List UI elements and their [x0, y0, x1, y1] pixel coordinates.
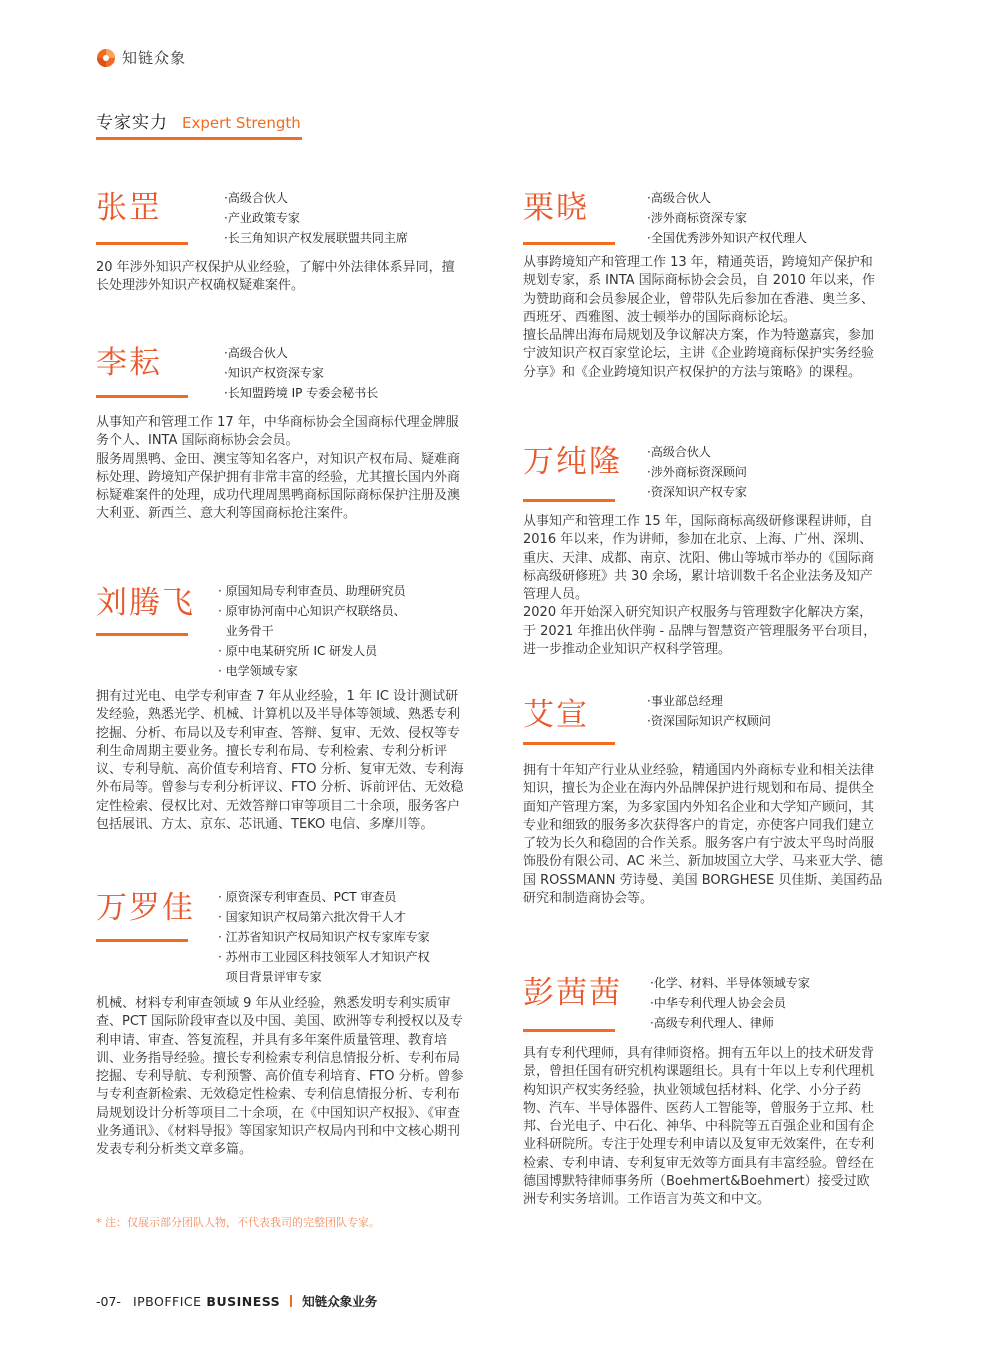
- expert-description: [96, 995, 464, 1160]
- expert-tags: [224, 343, 378, 403]
- expert-card: [96, 585, 466, 860]
- footer-brand-prefix: IPBOFFICE: [132, 1293, 202, 1309]
- title-divider: [96, 137, 302, 140]
- expert-tag: ·高级合伙人: [224, 191, 288, 205]
- expert-tag: ·涉外商标资深专家: [647, 211, 747, 225]
- expert-description: [96, 688, 464, 834]
- logo-icon: [96, 48, 116, 68]
- expert-tag: 业务骨干: [218, 624, 274, 638]
- expert-name: 张罡: [96, 190, 162, 226]
- expert-paragraph: 从事知产和管理工作 17 年，中华商标协会全国商标代理金牌服务个人、INTA 国际商标协会会员。: [96, 415, 459, 449]
- name-divider: [96, 633, 188, 636]
- expert-tag: · 原资深专利审查员、PCT 审查员: [218, 890, 397, 904]
- expert-tag: ·事业部总经理: [647, 694, 723, 708]
- expert-tag: ·化学、材料、半导体领域专家: [650, 976, 810, 990]
- name-divider: [523, 242, 615, 245]
- expert-paragraph: 拥有十年知产行业从业经验，精通国内外商标专业和相关法律知识，擅长为企业在海内外品牌保护进行规划和布局、提供全面知产管理方案，为多家国内外知名企业和大学知产顾问，其专业和细致的服务多次获得客户的肯定，亦使客户同我们建立了较为长久和稳固的合作关系。服务客户有宁波太平鸟时尚服饰股份有限公司、AC 米兰、新加坡国立大学、马来亚大学、德国 ROSSMANN 劳诗曼、美国 BORGHESE 贝佳斯、美国药品研究和制造商协会等。: [523, 763, 883, 907]
- footer-brand-bold: BUSINESS: [201, 1293, 281, 1309]
- expert-paragraph: 擅长品牌出海布局规划及争议解决方案，作为特邀嘉宾，参加宁波知识产权百家堂论坛，主讲《企业跨境商标保护实务经验分享》和《企业跨境知识产权保护的方法与策略》的课程。: [523, 328, 875, 380]
- expert-description: [523, 1045, 878, 1210]
- expert-tags: [224, 188, 408, 248]
- expert-description: [96, 259, 461, 296]
- expert-tags: [647, 188, 807, 248]
- expert-paragraph: 具有专利代理师，具有律师资格。拥有五年以上的技术研发背景，曾担任国有研究机构课题组长。具有十年以上专利代理机构知识产权实务经验，执业领域包括材料、化学、小分子药物、汽车、半导体器件、医药人工智能等，曾服务于立邦、杜邦、台光电子、中石化、神华、中科院等五百强企业和国有企业科研院所。专注于处理专利申请以及复审无效案件，在专利检索、专利申请、专利复审无效等方面具有丰富经验。曾经在德国博默特律师事务所（Boehmert&Boehmert）接受过欧洲专利实务培训。工作语言为英文和中文。: [523, 1046, 875, 1208]
- section-title-en: Expert Strength: [182, 114, 301, 132]
- name-divider: [523, 499, 615, 502]
- expert-tag: · 电学领域专家: [218, 664, 298, 678]
- expert-tag: ·涉外商标资深顾问: [647, 465, 747, 479]
- expert-tag: 项目背景评审专家: [218, 970, 322, 984]
- expert-card: [96, 190, 466, 310]
- expert-tag: ·知识产权资深专家: [224, 366, 324, 380]
- page-number: -07-: [96, 1293, 121, 1309]
- expert-card: [523, 694, 893, 932]
- expert-name: 万纯隆: [523, 444, 622, 480]
- expert-card: [523, 975, 893, 1235]
- expert-description: [96, 414, 464, 524]
- expert-tag: ·高级专利代理人、律师: [650, 1016, 774, 1030]
- expert-paragraph: 服务周黑鸭、金田、澳宝等知名客户，对知识产权布局、疑难商标处理、跨境知产保护拥有非常丰富的经验，尤其擅长国内外商标疑难案件的处理，成功代理周黑鸭商标国际商标保护注册及澳大利亚、新西兰、意大利等国商标抢注案件。: [96, 451, 461, 522]
- expert-card: [96, 345, 466, 555]
- name-divider: [96, 242, 188, 245]
- expert-description: [523, 513, 883, 659]
- name-divider: [523, 1029, 615, 1032]
- expert-description: [523, 254, 878, 382]
- expert-card: [523, 444, 893, 664]
- expert-tag: ·长知盟跨境 IP 专委会秘书长: [224, 386, 379, 400]
- expert-tag: ·长三角知识产权发展联盟共同主席: [224, 231, 408, 245]
- expert-tag: · 苏州市工业园区科技领军人才知识产权: [218, 950, 430, 964]
- expert-paragraph: 机械、材料专利审查领域 9 年从业经验，熟悉发明专利实质审查、PCT 国际阶段审查以及中国、美国、欧洲等专利授权以及专利申请、审查、答复流程，并具有多年案件质量管理、教育培训、业务指导经验。擅长专利检索专利信息情报分析、专利布局挖掘、专利导航、专利预警、高价值专利培育、FTO 分析。曾参与专利查新检索、无效稳定性检索、专利信息情报分析、专利布局规划设计分析等项目二十余项，在《中国知识产权报》、《审查业务通讯》、《材料导报》等国家知识产权局内刊和中文核心期刊发表专利分析类文章多篇。: [96, 996, 464, 1158]
- expert-tag: ·中华专利代理人协会会员: [650, 996, 786, 1010]
- expert-tag: · 原国知局专利审查员、助理研究员: [218, 584, 406, 598]
- footer-divider: [290, 1295, 292, 1307]
- expert-paragraph: 2020 年开始深入研究知识产权服务与管理数字化解决方案，于 2021 年推出伙伴驹 - 品牌与智慧资产管理服务平台项目，进一步推动企业知识产权科学管理。: [523, 605, 877, 658]
- expert-paragraph: 20 年涉外知识产权保护从业经验，了解中外法律体系异同，擅长处理涉外知识产权确权疑难案件。: [96, 260, 455, 294]
- section-title-cn: 专家实力: [96, 113, 168, 133]
- expert-tag: ·产业政策专家: [224, 211, 300, 225]
- expert-name: 万罗佳: [96, 890, 195, 926]
- expert-card: [523, 190, 893, 430]
- expert-name: 刘腾飞: [96, 585, 195, 621]
- expert-tag: ·高级合伙人: [224, 346, 288, 360]
- expert-tag: · 原中电某研究所 IC 研发人员: [218, 644, 378, 658]
- expert-tag: ·高级合伙人: [647, 191, 711, 205]
- footnote: * 注：仅展示部分团队人物，不代表我司的完整团队专家。: [96, 1216, 380, 1229]
- logo-text: 知链众象: [122, 49, 187, 67]
- expert-tag: ·资深国际知识产权顾问: [647, 714, 771, 728]
- expert-paragraph: 从事跨境知产和管理工作 13 年，精通英语，跨境知产保护和规划专家，系 INTA 国际商标协会会员，自 2010 年以来，作为赞助商和会员参展企业，曾带队先后参加在香港、奥兰多、西班牙、西雅图、波士顿举办的国际商标论坛。: [523, 255, 875, 325]
- expert-tag: · 国家知识产权局第六批次骨干人才: [218, 910, 406, 924]
- expert-tag: · 原审协河南中心知识产权联络员、: [218, 604, 406, 618]
- brand-logo: [96, 47, 186, 68]
- expert-description: [523, 762, 883, 908]
- expert-tag: ·全国优秀涉外知识产权代理人: [647, 231, 807, 245]
- expert-card: [96, 890, 466, 1190]
- section-title: [96, 108, 301, 133]
- expert-paragraph: 拥有过光电、电学专利审查 7 年从业经验，1 年 IC 设计测试研发经验，熟悉光学、机械、计算机以及半导体等领域、熟悉专利挖掘、分析、布局以及专利审查、答辩、复审、无效、侵权等专利生命周期主要业务。擅长专利布局、专利检索、专利分析评议、专利导航、高价值专利培育、FTO 分析、复审无效、专利海外布局等。曾参与专利分析评议、FTO 分析、诉前评估、无效稳定性检索、侵权比对、无效答辩口审等项目二十余项，服务客户包括展讯、方太、京东、芯讯通、TEKO 电信、多摩川等。: [96, 689, 464, 833]
- expert-tags: [218, 581, 406, 681]
- expert-tag: ·资深知识产权专家: [647, 485, 747, 499]
- expert-name: 艾宣: [523, 697, 589, 733]
- expert-tags: [650, 973, 810, 1033]
- footer-brand-cn: 知链众象业务: [302, 1294, 378, 1309]
- expert-tag: ·高级合伙人: [647, 445, 711, 459]
- expert-name: 栗晓: [523, 190, 589, 226]
- expert-tag: · 江苏省知识产权局知识产权专家库专家: [218, 930, 430, 944]
- name-divider: [96, 939, 188, 942]
- expert-name: 李耘: [96, 345, 162, 381]
- expert-tags: [647, 442, 747, 502]
- name-divider: [523, 742, 615, 745]
- expert-tags: [647, 691, 771, 731]
- footer-brand: [133, 1294, 280, 1309]
- page-footer: [96, 1292, 377, 1310]
- expert-name: 彭茜茜: [523, 975, 622, 1011]
- name-divider: [96, 395, 188, 398]
- expert-paragraph: 从事知产和管理工作 15 年，国际商标高级研修课程讲师，自 2016 年以来，作为讲师，参加在北京、上海、广州、深圳、重庆、天津、成都、南京、沈阳、佛山等城市举办的《国际商标高级研修班》共 30 余场，累计培训数千名企业法务及知产管理人员。: [523, 514, 875, 603]
- expert-tags: [218, 887, 430, 987]
